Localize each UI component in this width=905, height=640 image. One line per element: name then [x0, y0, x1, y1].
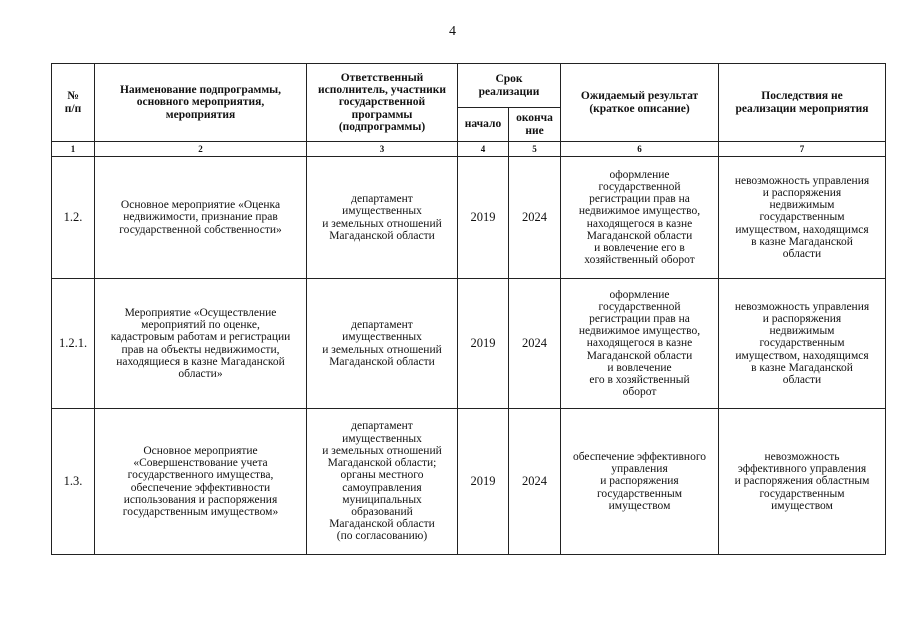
column-number: 1	[52, 142, 95, 157]
expected-result: оформление государственной регистрации прав на недвижимое имущество, находящегося в казне Магаданской области и вовлечение его в хозяйственный оборот	[561, 157, 719, 279]
consequences: невозможность управления и распоряжения недвижимым государственным имуществом, находящимся в казне Магаданской области	[719, 157, 886, 279]
header-responsible: Ответственный исполнитель, участники государственной программы (подпрограммы)	[307, 64, 458, 142]
table-row	[52, 409, 886, 555]
row-number: 1.2.1.	[52, 279, 95, 409]
start-year: 2019	[458, 157, 509, 279]
column-number: 7	[719, 142, 886, 157]
activity-name: Мероприятие «Осуществление мероприятий по оценке, кадастровым работам и регистрации прав на объекты недвижимости, находящиеся в казне Магаданской области»	[95, 279, 307, 409]
expected-result: обеспечение эффективного управления и распоряжения государственным имуществом	[561, 409, 719, 555]
column-number: 6	[561, 142, 719, 157]
consequences: невозможность эффективного управления и распоряжения областным государственным имуществом	[719, 409, 886, 555]
table-row	[52, 157, 886, 279]
responsible-executor: департамент имущественных и земельных отношений Магаданской области	[307, 279, 458, 409]
table-row	[52, 279, 886, 409]
responsible-executor: департамент имущественных и земельных отношений Магаданской области	[307, 157, 458, 279]
start-year: 2019	[458, 279, 509, 409]
program-table	[51, 63, 886, 555]
header-term: Срок реализации	[458, 64, 561, 108]
column-number: 3	[307, 142, 458, 157]
column-number: 4	[458, 142, 509, 157]
end-year: 2024	[509, 279, 561, 409]
header-num: № п/п	[52, 64, 95, 142]
start-year: 2019	[458, 409, 509, 555]
page-number: 4	[449, 24, 456, 39]
consequences: невозможность управления и распоряжения недвижимым государственным имуществом, находящимся в казне Магаданской области	[719, 279, 886, 409]
end-year: 2024	[509, 157, 561, 279]
row-number: 1.3.	[52, 409, 95, 555]
expected-result: оформление государственной регистрации прав на недвижимое имущество, находящегося в казне Магаданской области и вовлечение его в хозяйственный оборот	[561, 279, 719, 409]
activity-name: Основное мероприятие «Совершенствование учета государственного имущества, обеспечение эффективности использования и распоряжения государственным имуществом»	[95, 409, 307, 555]
header-name: Наименование подпрограммы, основного мероприятия, мероприятия	[95, 64, 307, 142]
responsible-executor: департамент имущественных и земельных отношений Магаданской области; органы местного самоуправления муниципальных образований Магаданской области (по согласованию)	[307, 409, 458, 555]
row-number: 1.2.	[52, 157, 95, 279]
header-start: начало	[458, 108, 509, 142]
header-consequences: Последствия не реализации мероприятия	[719, 64, 886, 142]
column-number: 2	[95, 142, 307, 157]
header-end: оконча ние	[509, 108, 561, 142]
activity-name: Основное мероприятие «Оценка недвижимости, признание прав государственной собственности»	[95, 157, 307, 279]
column-number: 5	[509, 142, 561, 157]
header-result: Ожидаемый результат (краткое описание)	[561, 64, 719, 142]
end-year: 2024	[509, 409, 561, 555]
